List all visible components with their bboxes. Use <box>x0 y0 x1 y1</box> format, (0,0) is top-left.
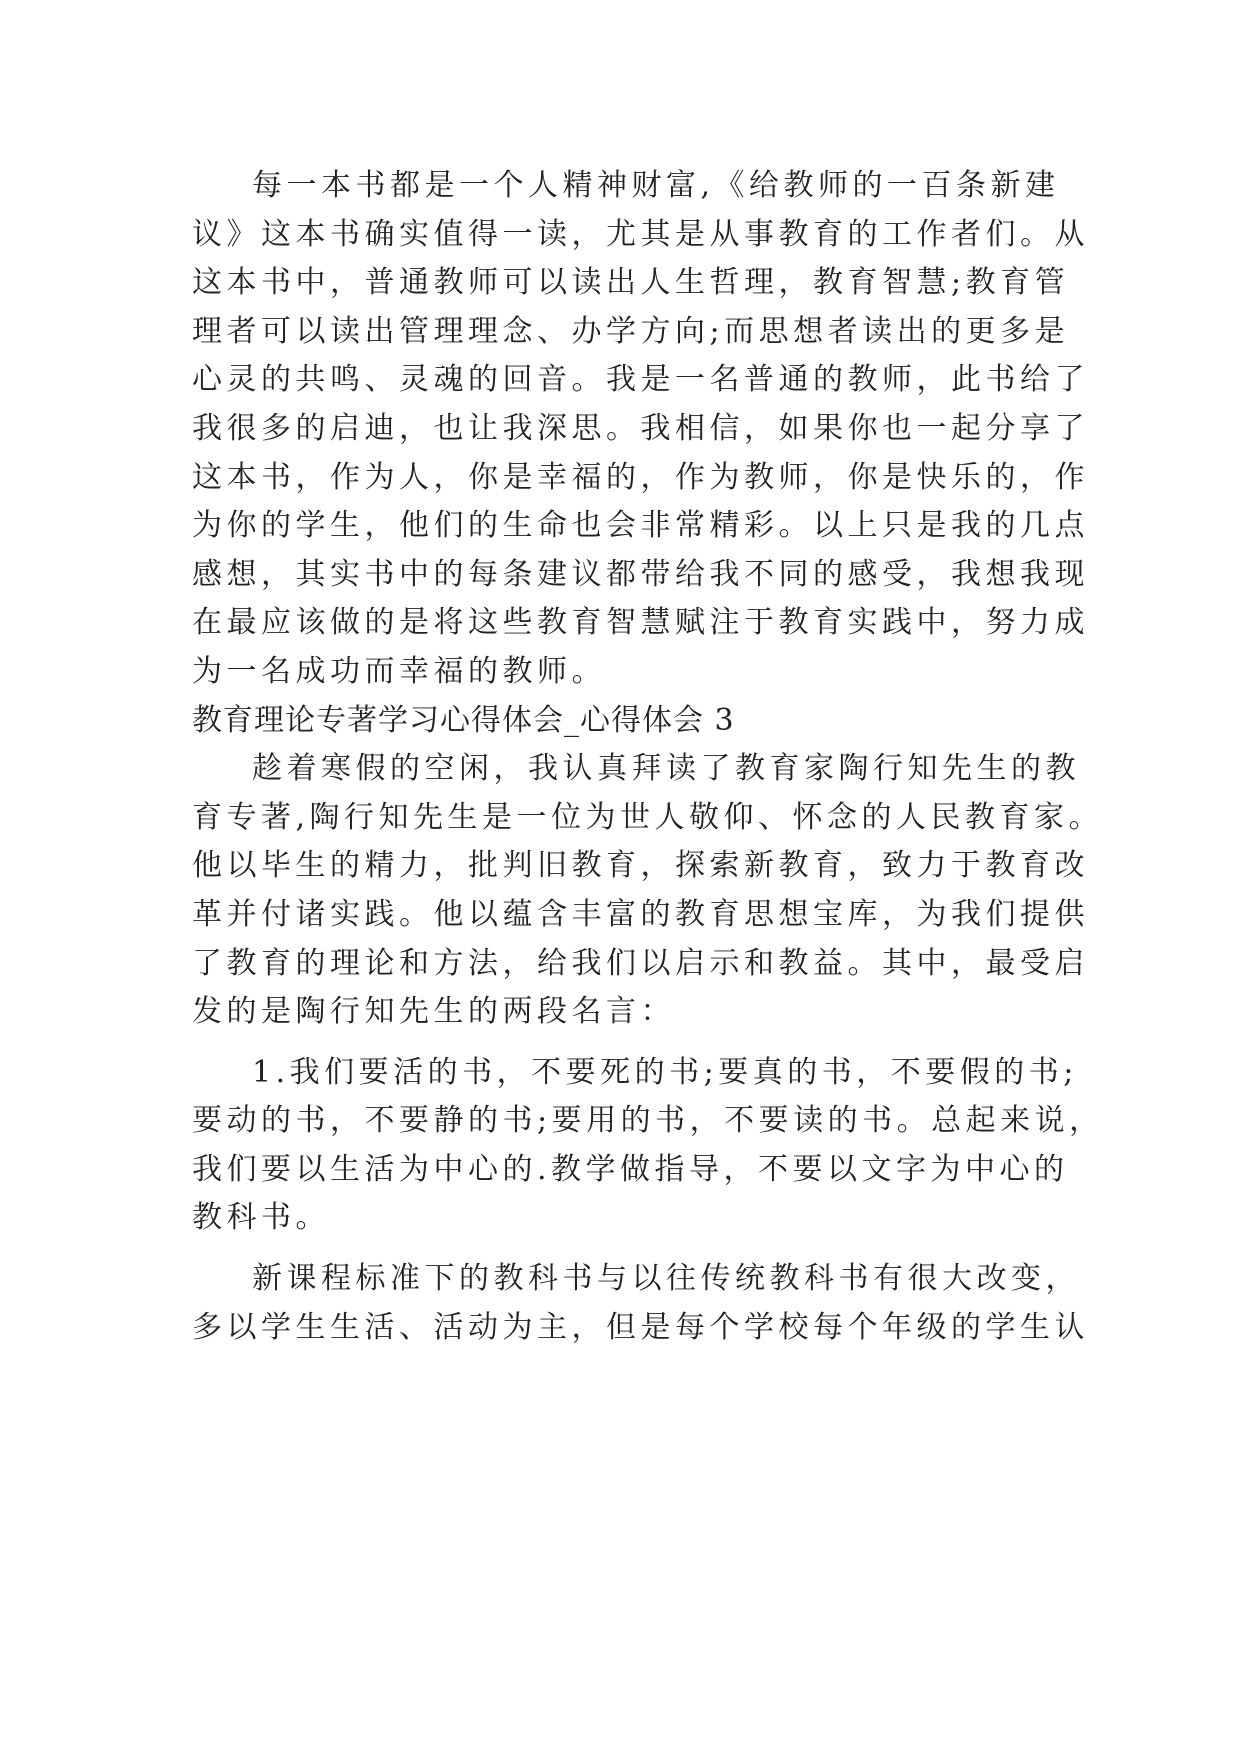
text-line: 趁着寒假的空闲，我认真拜读了教育家陶行知先生的教 <box>252 751 1080 787</box>
text-line: 革并付诸实践。他以蕴含丰富的教育思想宝库，为我们提供 <box>192 896 1089 932</box>
text-line: 我很多的启迪，也让我深思。我相信，如果你也一起分享了 <box>192 410 1089 446</box>
text-line: 多以学生生活、活动为主，但是每个学校每个年级的学生认 <box>192 1309 1089 1345</box>
text-line: 议》这本书确实值得一读，尤其是从事教育的工作者们。从 <box>192 216 1089 252</box>
text-line: 为你的学生，他们的生命也会非常精彩。以上只是我的几点 <box>192 508 1089 544</box>
section-heading: 教育理论专著学习心得体会_心得体会 3 <box>192 702 735 738</box>
text-line: 为一名成功而幸福的教师。 <box>192 653 606 689</box>
text-line: 我们要以生活为中心的.教学做指导，不要以文字为中心的 <box>192 1151 1069 1187</box>
text-line: 他以毕生的精力，批判旧教育，探索新教育，致力于教育改 <box>192 848 1089 884</box>
text-line: 在最应该做的是将这些教育智慧赋注于教育实践中，努力成 <box>192 605 1089 641</box>
text-line: 新课程标准下的教科书与以往传统教科书有很大改变， <box>252 1261 1080 1297</box>
text-line: 发的是陶行知先生的两段名言： <box>192 994 675 1030</box>
paragraph-new-curriculum <box>192 1255 1089 1352</box>
text-line: 1.我们要活的书，不要死的书;要真的书，不要假的书; <box>252 1054 1078 1090</box>
text-line: 这本书中，普通教师可以读出人生哲理，教育智慧;教育管 <box>192 265 1070 301</box>
text-line: 这本书，作为人，你是幸福的，作为教师，你是快乐的，作 <box>192 459 1089 495</box>
paragraph-quote-one <box>192 1049 1104 1243</box>
text-line: 育专著,陶行知先生是一位为世人敬仰、怀念的人民教育家。 <box>192 799 1104 835</box>
text-line: 理者可以读出管理理念、办学方向;而思想者读出的更多是 <box>192 313 1070 349</box>
document-body <box>192 162 1104 1352</box>
paragraph-book-reflection <box>192 162 1089 697</box>
text-line: 每一本书都是一个人精神财富,《给教师的一百条新建 <box>252 168 1060 203</box>
text-line: 感想，其实书中的每条建议都带给我不同的感受，我想我现 <box>192 556 1089 592</box>
text-line: 了教育的理论和方法，给我们以启示和教益。其中，最受启 <box>192 945 1089 981</box>
text-line: 心灵的共鸣、灵魂的回音。我是一名普通的教师，此书给了 <box>192 362 1089 398</box>
text-line: 要动的书，不要静的书;要用的书，不要读的书。总起来说， <box>192 1103 1104 1139</box>
text-line: 教科书。 <box>192 1200 330 1236</box>
paragraph-tao-xingzhi-intro <box>192 745 1104 1037</box>
